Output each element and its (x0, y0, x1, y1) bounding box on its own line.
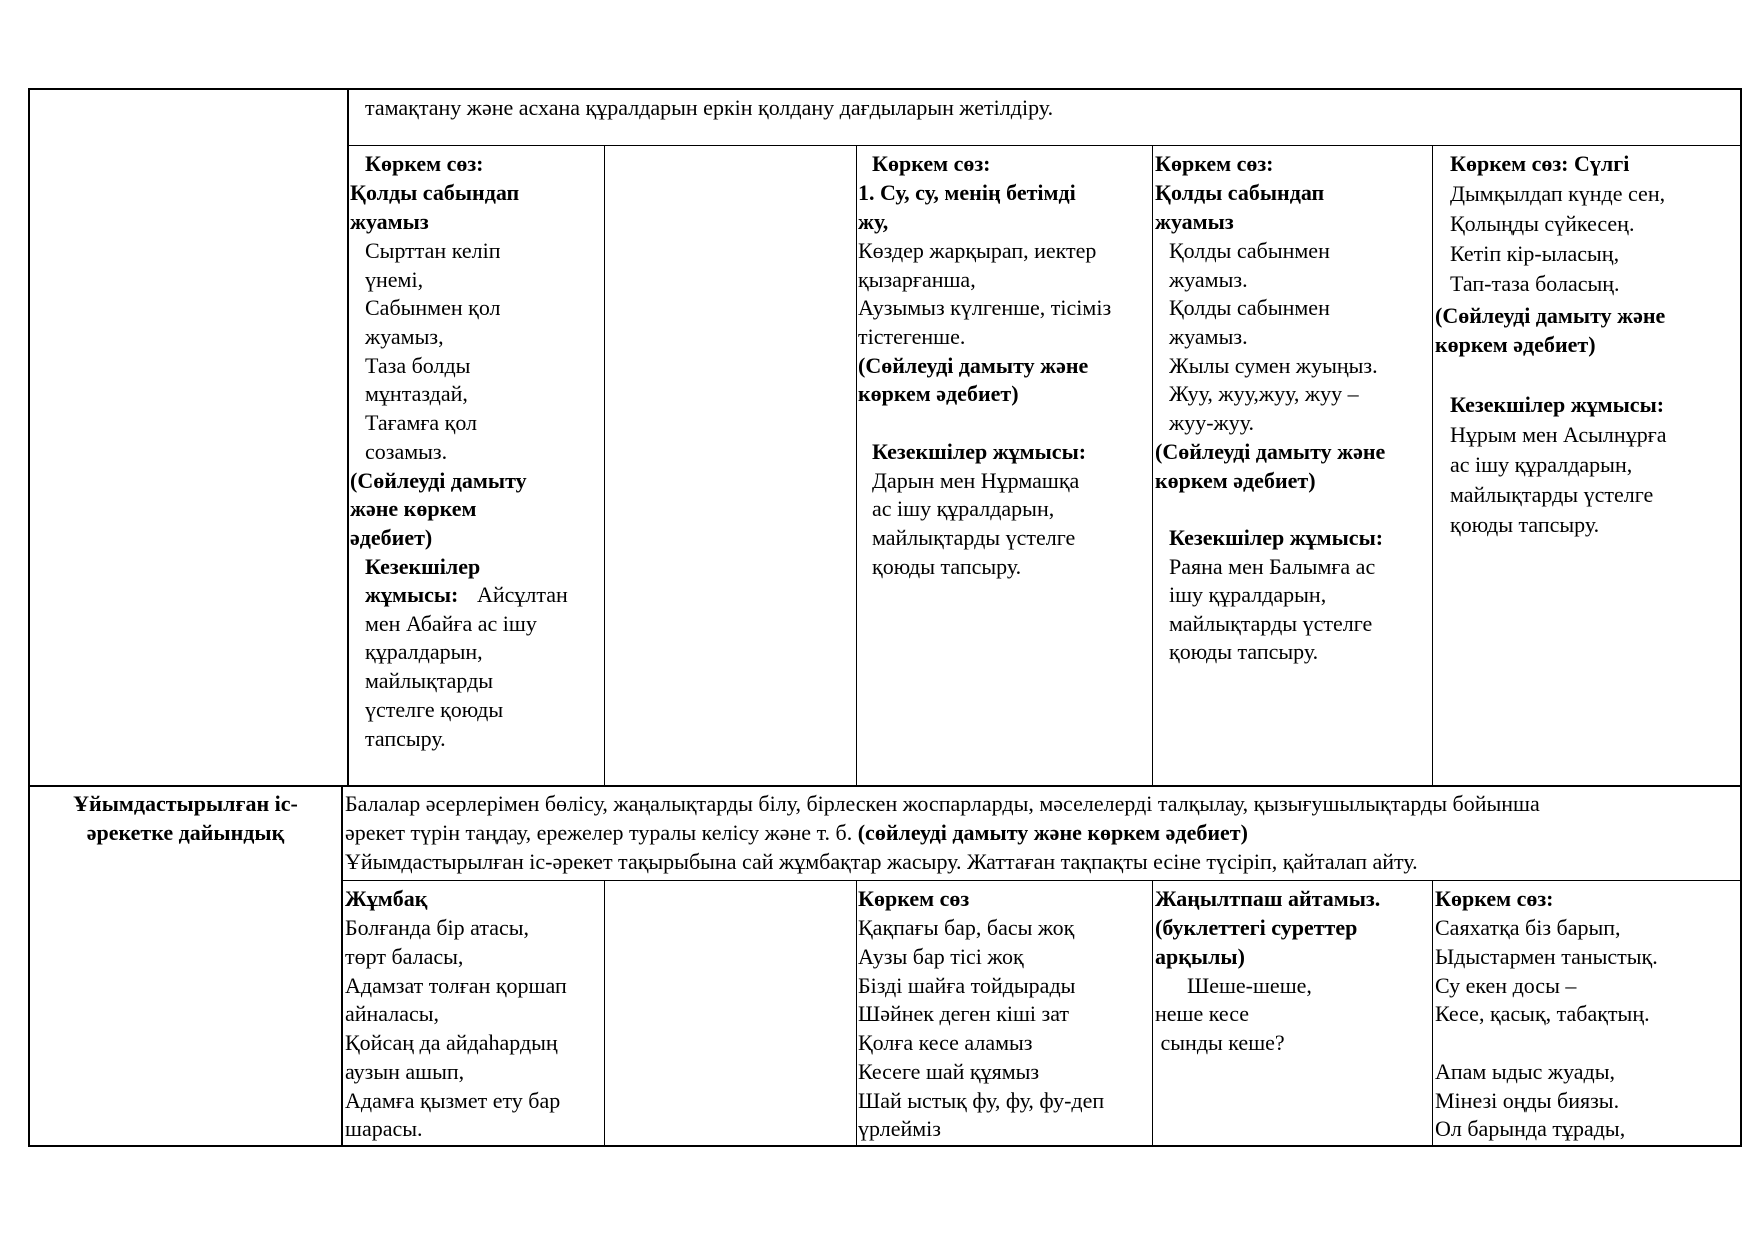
subject-note: әдебиет) (350, 525, 433, 550)
riddle-line: Адамзат толған қоршап (345, 973, 567, 998)
row1-sub-separator (348, 145, 1742, 146)
col-line-b1 (856, 145, 857, 786)
riddle-line: аузын ашып, (345, 1059, 465, 1084)
col-line-a1 (604, 145, 605, 786)
cell-heading: Жұмбақ (345, 886, 428, 911)
cell-heading: Көркем сөз: (365, 151, 484, 176)
tongue-twister-line: Шеше-шеше, (1187, 973, 1312, 998)
duty-text: қоюды тапсыру. (1169, 639, 1319, 664)
poem-line: Қолға кесе аламыз (858, 1030, 1033, 1055)
duty-text: Дарын мен Нұрмашқа (872, 468, 1080, 493)
intro-line (345, 819, 1248, 848)
duty-text: майлықтарды үстелге (872, 525, 1076, 550)
subject-note: көркем әдебиет) (1155, 468, 1316, 493)
riddle-line: Қойсаң да айдаһардың (345, 1030, 558, 1055)
poem-line: Кесеге шай құямыз (858, 1059, 1040, 1084)
duty-text: қоюды тапсыру. (872, 554, 1022, 579)
cell-heading: (буклеттегі суреттер (1155, 915, 1358, 940)
duty-text: Нұрым мен Асылнұрға (1450, 422, 1667, 447)
poem-line: Аузы бар тісі жоқ (858, 944, 1024, 969)
poem-line: Дымқылдап күнде сен, (1450, 181, 1666, 206)
duty-text: тапсыру. (365, 726, 446, 751)
subject-note: (Сөйлеуді дамыту (350, 468, 527, 493)
duty-text: Айсұлтан (477, 582, 568, 607)
cell-heading: Көркем сөз (858, 886, 970, 911)
poem-line: Тағамға қол (365, 410, 478, 435)
tongue-twister-line: неше кесе (1155, 1001, 1249, 1026)
intro-line-bold: (сөйлеуді дамыту және көркем әдебиет) (857, 820, 1248, 845)
cell-heading: арқылы) (1155, 944, 1245, 969)
poem-line: жуамыз, (365, 324, 444, 349)
cell-subheading: Қолды сабындап (1155, 180, 1325, 205)
label-column-line-2 (341, 785, 343, 1147)
subject-note: (Сөйлеуді дамыту және (1155, 439, 1386, 464)
poem-line: Көздер жарқырап, иектер (858, 238, 1097, 263)
subject-note: көркем әдебиет) (1435, 332, 1596, 357)
subject-note: және көркем (350, 496, 477, 521)
cell-subheading: Қолды сабындап (350, 180, 520, 205)
duty-text: ас ішу құралдарын, (872, 496, 1055, 521)
riddle-line: айналасы, (345, 1001, 440, 1026)
duty-text: Раяна мен Балымға ас (1169, 554, 1376, 579)
cell-heading: Көркем сөз: Сүлгі (1450, 151, 1630, 176)
duty-text: майлықтарды (365, 668, 494, 693)
poem-line: Қолды сабынмен (1169, 238, 1330, 263)
poem-line: Сырттан келіп (365, 238, 501, 263)
subject-note: (Сөйлеуді дамыту және (858, 353, 1089, 378)
duty-label: Кезекшілер жұмысы: (1169, 525, 1384, 550)
cell-heading: Жаңылтпаш айтамыз. (1155, 886, 1381, 911)
poem-line: Апам ыдыс жуады, (1435, 1059, 1616, 1084)
row-label: Ұйымдастырылған іс- (73, 791, 298, 816)
border-top (28, 88, 1742, 90)
poem-line: Саяхатқа біз барып, (1435, 915, 1621, 940)
cell-heading: Көркем сөз: (872, 151, 991, 176)
poem-line: жуамыз. (1169, 267, 1248, 292)
tongue-twister-line: сынды кеше? (1155, 1030, 1285, 1055)
cell-subheading: жу, (858, 209, 889, 234)
riddle-line: Болғанда бір атасы, (345, 915, 530, 940)
duty-text: майлықтарды үстелге (1169, 611, 1373, 636)
duty-text: мен Абайға ас ішу (365, 611, 537, 636)
poem-line: жуамыз. (1169, 324, 1248, 349)
duty-text: үстелге қоюды (365, 697, 504, 722)
subject-note: (Сөйлеуді дамыту және (1435, 303, 1666, 328)
poem-line: Ыдыстармен таныстық. (1435, 944, 1658, 969)
cell-subheading: жуамыз (350, 209, 429, 234)
duty-text: ас ішу құралдарын, (1450, 452, 1633, 477)
poem-line: Бізді шайға тойдырады (858, 973, 1076, 998)
poem-line: жуу-жуу. (1169, 410, 1255, 435)
poem-line: Ол барында тұрады, (1435, 1116, 1626, 1141)
poem-line: Таза болды (365, 353, 471, 378)
subject-note: көркем әдебиет) (858, 381, 1019, 406)
riddle-line: Адамға қызмет ету бар (345, 1088, 561, 1113)
duty-label: Кезекшілер жұмысы: (1450, 392, 1665, 417)
cell-subheading: 1. Су, су, менің бетімді (858, 180, 1076, 205)
label-column-line-1 (347, 88, 349, 786)
poem-line: Мінезі оңды биязы. (1435, 1088, 1620, 1113)
duty-text: қоюды тапсыру. (1450, 512, 1600, 537)
poem-line: Кесе, қасық, табақтың. (1435, 1001, 1650, 1026)
poem-line: Кетіп кір-ыласың, (1450, 241, 1620, 266)
poem-line: үрлейміз (858, 1116, 941, 1141)
col-line-a2 (604, 880, 605, 1146)
poem-line: Шәйнек деген кіші зат (858, 1001, 1070, 1026)
duty-text: майлықтарды үстелге (1450, 482, 1654, 507)
poem-line: Жылы сумен жуыңыз. (1169, 353, 1378, 378)
riddle-line: төрт баласы, (345, 944, 464, 969)
poem-line: Аузымыз күлгенше, тісіміз (858, 295, 1112, 320)
cell-heading: Көркем сөз: (1155, 151, 1274, 176)
duty-text: құралдарын, (365, 639, 483, 664)
duty-label: Кезекшілер жұмысы: (872, 439, 1087, 464)
duty-label: жұмысы: (365, 582, 459, 607)
poem-line: мұнтаздай, (365, 381, 468, 406)
riddle-line: шарасы. (345, 1116, 423, 1141)
col-line-d2 (1432, 880, 1433, 1146)
poem-line: Қолды сабынмен (1169, 295, 1330, 320)
poem-line: Шай ыстық фу, фу, фу-деп (858, 1088, 1105, 1113)
poem-line: Жуу, жуу,жуу, жуу – (1169, 381, 1359, 406)
intro-line: Ұйымдастырылған іс-әрекет тақырыбына сай жұмбақтар жасыру. Жаттаған тақпақты есіне түсіріп, қайталап айту. (345, 849, 1418, 874)
poem-line: тістегенше. (858, 324, 966, 349)
poem-line: үнемі, (365, 267, 424, 292)
row1-intro-text: тамақтану және асхана құралдарын еркін қолдану дағдыларын жетілдіру. (365, 95, 1054, 120)
poem-line: Қолыңды сүйкесең. (1450, 211, 1635, 236)
cell-subheading: жуамыз (1155, 209, 1234, 234)
duty-label: Кезекшілер (365, 554, 481, 579)
poem-line: Сабынмен қол (365, 295, 501, 320)
col-line-b2 (856, 880, 857, 1146)
duty-text: ішу құралдарын, (1169, 582, 1327, 607)
col-line-c1 (1152, 145, 1153, 786)
poem-line: қызарғанша, (858, 267, 976, 292)
cell-heading: Көркем сөз: (1435, 886, 1554, 911)
poem-line: созамыз. (365, 439, 448, 464)
col-line-c2 (1152, 880, 1153, 1146)
col-line-d1 (1432, 145, 1433, 786)
poem-line: Қақпағы бар, басы жоқ (858, 915, 1075, 940)
intro-line-text: әрекет түрін таңдау, ережелер туралы келісу және т. б. (345, 820, 853, 845)
border-bottom (28, 1145, 1742, 1147)
row-label: әрекетке дайындық (86, 820, 285, 845)
border-right (1740, 88, 1742, 1147)
poem-line: Су екен досы – (1435, 973, 1577, 998)
row-separator (28, 785, 1742, 787)
poem-line: Тап-таза боласың. (1450, 271, 1620, 296)
border-left (28, 88, 30, 1147)
row2-sub-separator (342, 880, 1742, 881)
intro-line: Балалар әсерлерімен бөлісу, жаңалықтарды білу, бірлескен жоспарларды, мәселелерді талқылау, қызығушылықтарды бойынша (345, 791, 1540, 816)
